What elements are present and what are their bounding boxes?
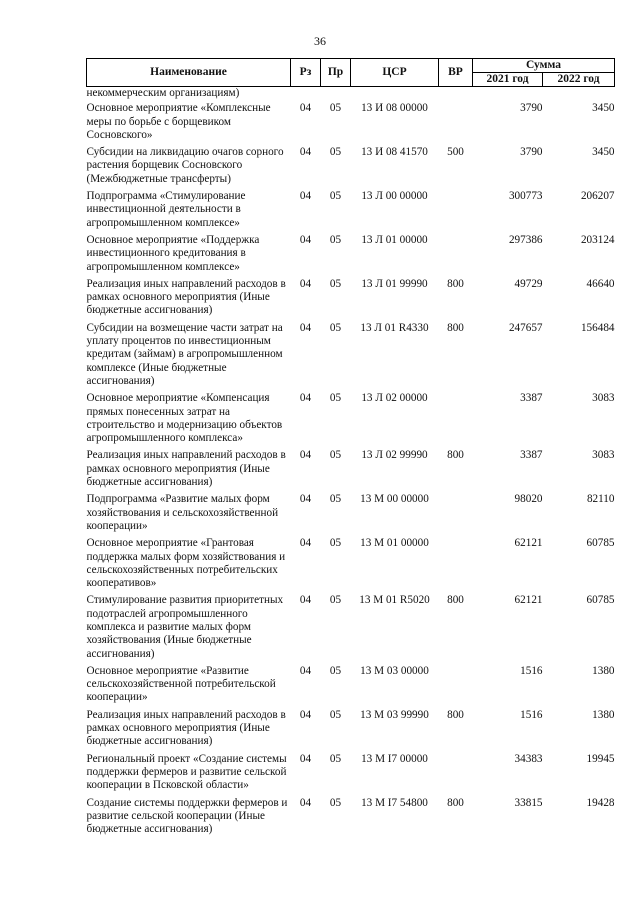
table-row [87,190,615,234]
cell-rz: 04 [299,493,312,506]
cell-2022: 19945 [586,752,615,765]
table-row [87,146,615,190]
cell-rz: 04 [299,392,312,405]
cell-2021: 3387 [520,392,543,405]
cell-2021: 62121 [514,537,543,550]
cell-vr: 800 [447,594,464,607]
cell-rz: 04 [299,752,312,765]
cell-rz: 04 [299,594,312,607]
cell-2021: 34383 [514,752,543,765]
cell-2021: 3790 [520,146,543,159]
cell-pr: 05 [329,233,342,246]
table-row [87,594,615,664]
cell-vr [439,493,473,537]
cell-vr [439,102,473,146]
cell-pr: 05 [329,708,342,721]
cell-name: Реализация иных направлений расходов в рамках основного мероприятия (Иные бюджетные ассигнования) [86,277,286,317]
cell-csr: 13 Л 01 99990 [361,277,428,290]
cell-vr [439,665,473,709]
cell-csr: 13 М I7 54800 [361,796,428,809]
cell-pr: 05 [329,449,342,462]
cell-csr: 13 Л 00 00000 [361,190,428,203]
header-name: Наименование [87,59,291,87]
cell-name: Создание системы поддержки фермеров и развитие сельской кооперации (Иные бюджетные ассигнования) [86,796,288,836]
cell-name: Основное мероприятие «Грантовая поддержка малых форм хозяйствования и сельскохозяйственных потребительских кооперативов» [86,537,286,590]
cell-name: Стимулирование развития приоритетных подотраслей агропромышленного комплекса и развитие малых форм хозяйствования (Иные бюджетные ассигнования) [86,594,284,660]
cell-rz: 04 [299,537,312,550]
cell-pr: 05 [329,190,342,203]
cell-vr [439,392,473,449]
cell-name: Основное мероприятие «Поддержка инвестиционного кредитования в агропромышленном комплексе» [86,233,260,273]
cell-vr: 800 [447,796,464,809]
table-body [87,87,615,841]
cell-pr: 05 [329,102,342,115]
table-row [87,234,615,278]
cell-pr: 05 [329,752,342,765]
budget-table [86,58,615,840]
table-row [87,493,615,537]
cell-2021: 247657 [508,321,543,334]
cell-2022: 206207 [580,190,615,203]
cell-name: Региональный проект «Создание системы поддержки фермеров и развитие сельской кооперации в Псковской области» [86,752,287,792]
cell-2022: 3450 [592,146,615,159]
cell-2021: 98020 [514,493,543,506]
cell-2022: 82110 [586,493,615,506]
cell-pr: 05 [329,321,342,334]
cell-vr [439,753,473,797]
cell-2021: 1516 [520,708,543,721]
cell-2022: 1380 [592,708,615,721]
header-sum: Сумма [473,59,615,73]
cell-2021: 300773 [508,190,543,203]
cell-rz: 04 [299,321,312,334]
cell-vr: 800 [447,449,464,462]
table-row [87,709,615,753]
cell-vr [439,537,473,594]
cell-pr: 05 [329,537,342,550]
cell-csr: 13 И 08 00000 [361,102,428,115]
cell-2022: 1380 [592,664,615,677]
cell-name: Субсидии на возмещение части затрат на уплату процентов по инвестиционным кредитам (займам) в агропромышленном комплексе (Иные бюджетные ассигнования) [86,321,283,387]
header-pr: Пр [321,59,351,87]
cell-2022: 19428 [586,796,615,809]
cell-rz: 04 [299,708,312,721]
cell-rz: 04 [299,190,312,203]
table-row [87,278,615,322]
cell-2021: 33815 [514,796,543,809]
cell-name: Реализация иных направлений расходов в рамках основного мероприятия (Иные бюджетные ассигнования) [86,449,286,489]
cell-csr: 13 М 01 R5020 [359,594,430,607]
cell-pr: 05 [329,796,342,809]
cell-2021: 3790 [520,102,543,115]
table-row [87,797,615,841]
cell-2021: 297386 [508,233,543,246]
header-csr: ЦСР [351,59,439,87]
cell-2022: 203124 [580,233,615,246]
cell-pr: 05 [329,146,342,159]
table-row-continuation [87,87,615,103]
cell-name: Основное мероприятие «Компенсация прямых понесенных затрат на строительство и модернизацию объектов агропромышленного комплекса» [86,392,283,445]
cell-csr: 13 Л 01 00000 [361,233,428,246]
cell-pr: 05 [329,392,342,405]
header-vr: ВР [439,59,473,87]
cell-2021: 62121 [514,594,543,607]
table-row [87,322,615,392]
continuation-text: некоммерческим организациям) [86,87,240,99]
cell-name: Подпрограмма «Стимулирование инвестиционной деятельности в агропромышленном комплексе» [86,190,246,229]
cell-2021: 49729 [514,277,543,290]
cell-2021: 1516 [520,664,543,677]
table-row [87,449,615,493]
cell-csr: 13 М 03 00000 [360,664,429,677]
cell-vr: 800 [447,708,464,721]
cell-pr: 05 [329,277,342,290]
cell-csr: 13 М 01 00000 [360,537,429,550]
cell-2022: 46640 [586,277,615,290]
cell-csr: 13 М 03 99990 [360,708,429,721]
page-number: 36 [314,34,326,48]
table-row [87,392,615,449]
cell-2022: 3450 [592,102,615,115]
cell-csr: 13 М 00 00000 [360,493,429,506]
cell-vr: 800 [447,321,464,334]
cell-2022: 3083 [592,392,615,405]
cell-name: Основное мероприятие «Комплексные меры по борьбе с борщевиком Сосновского» [86,102,271,141]
table-row [87,753,615,797]
cell-rz: 04 [299,102,312,115]
cell-vr: 800 [447,277,464,290]
cell-csr: 13 Л 02 99990 [361,449,428,462]
cell-csr: 13 М I7 00000 [361,752,428,765]
cell-csr: 13 Л 01 R4330 [360,321,429,334]
cell-2022: 3083 [592,449,615,462]
cell-vr [439,234,473,278]
cell-name: Основное мероприятие «Развитие сельскохозяйственной потребительской кооперации» [86,664,276,704]
cell-rz: 04 [299,796,312,809]
table-row [87,665,615,709]
cell-pr: 05 [329,493,342,506]
cell-name: Субсидии на ликвидацию очагов сорного растения борщевик Сосновского (Межбюджетные трансферты) [86,146,284,185]
table-header [87,59,615,87]
cell-rz: 04 [299,277,312,290]
header-rz: Рз [291,59,321,87]
cell-name: Подпрограмма «Развитие малых форм хозяйствования и сельскохозяйственной кооперации» [86,493,279,532]
table-row [87,537,615,594]
cell-name: Реализация иных направлений расходов в рамках основного мероприятия (Иные бюджетные ассигнования) [86,708,286,748]
cell-vr [439,190,473,234]
cell-rz: 04 [299,233,312,246]
header-year-2021: 2021 год [473,73,543,87]
table-row [87,102,615,146]
cell-rz: 04 [299,146,312,159]
cell-2022: 60785 [586,537,615,550]
cell-pr: 05 [329,594,342,607]
cell-csr: 13 Л 02 00000 [361,392,428,405]
cell-2022: 156484 [580,321,615,334]
cell-2021: 3387 [520,449,543,462]
cell-csr: 13 И 08 41570 [361,146,428,159]
header-year-2022: 2022 год [543,73,615,87]
cell-vr: 500 [447,146,464,159]
cell-rz: 04 [299,449,312,462]
cell-pr: 05 [329,664,342,677]
cell-rz: 04 [299,664,312,677]
cell-2022: 60785 [586,594,615,607]
